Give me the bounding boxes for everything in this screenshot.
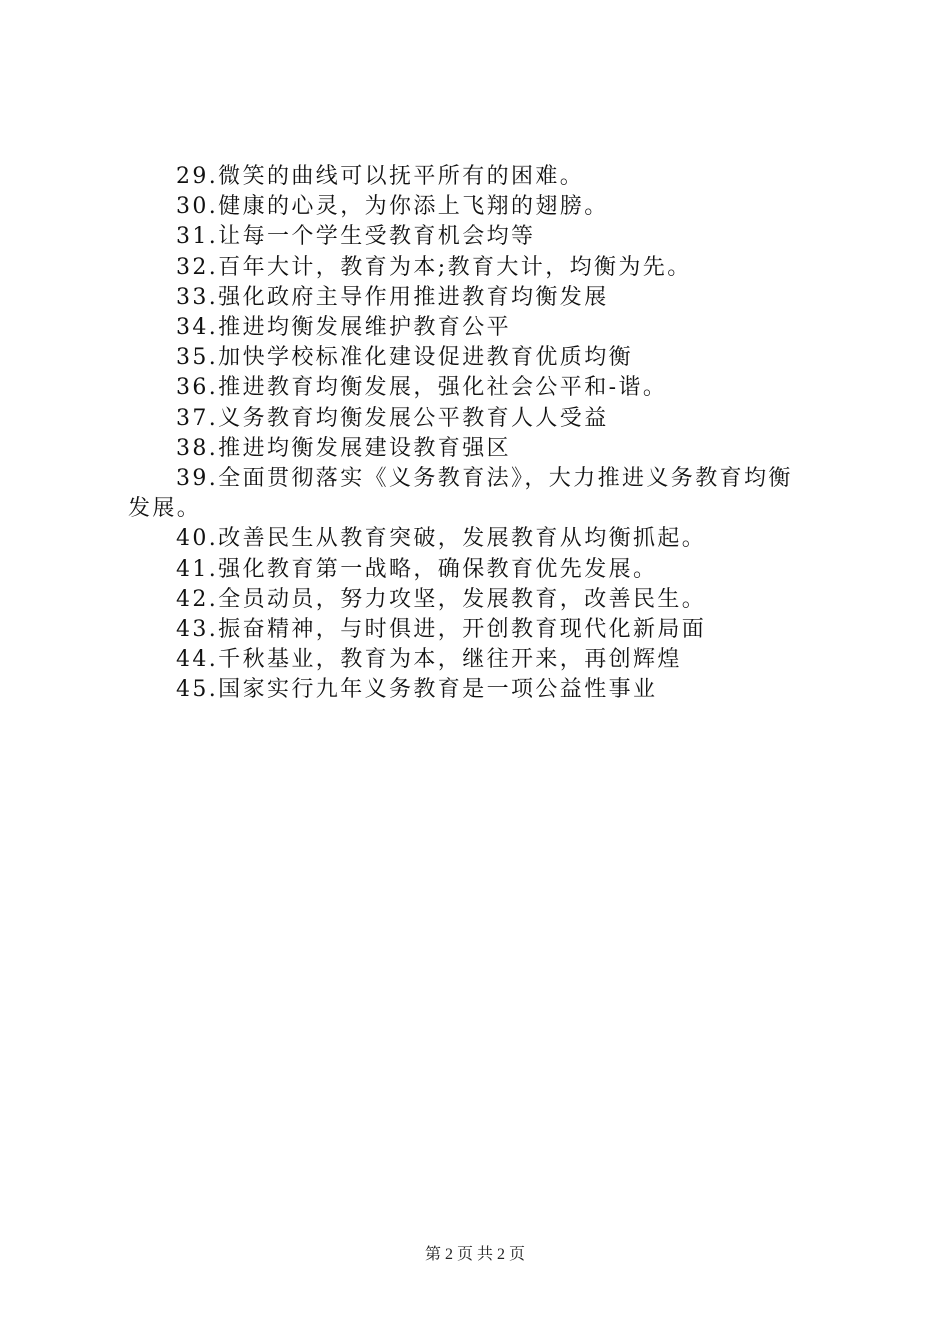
list-item: 32.百年大计，教育为本;教育大计，均衡为先。 bbox=[176, 254, 692, 280]
list-item: 30.健康的心灵，为你添上飞翔的翅膀。 bbox=[176, 194, 609, 220]
list-item-continuation: 发展。 bbox=[128, 496, 202, 522]
list-item: 39.全面贯彻落实《义务教育法》，大力推进义务教育均衡 bbox=[176, 466, 793, 492]
slogan-list bbox=[128, 162, 832, 706]
list-item: 31.让每一个学生受教育机会均等 bbox=[176, 224, 536, 250]
list-item: 33.强化政府主导作用推进教育均衡发展 bbox=[176, 284, 609, 310]
list-item: 29.微笑的曲线可以抚平所有的困难。 bbox=[176, 164, 585, 189]
list-item: 40.改善民生从教育突破，发展教育从均衡抓起。 bbox=[176, 526, 707, 552]
list-item: 43.振奋精神，与时俱进，开创教育现代化新局面 bbox=[176, 617, 707, 643]
list-item: 35.加快学校标准化建设促进教育优质均衡 bbox=[176, 345, 633, 371]
page-footer: 第 2 页 共 2 页 bbox=[424, 1246, 525, 1263]
list-item: 45.国家实行九年义务教育是一项公益性事业 bbox=[176, 677, 658, 703]
list-item: 37.义务教育均衡发展公平教育人人受益 bbox=[176, 405, 609, 431]
list-item: 34.推进均衡发展维护教育公平 bbox=[176, 315, 511, 341]
list-item: 36.推进教育均衡发展，强化社会公平和-谐。 bbox=[176, 375, 668, 401]
list-item: 44.千秋基业，教育为本，继往开来，再创辉煌 bbox=[176, 647, 682, 673]
list-item: 41.强化教育第一战略，确保教育优先发展。 bbox=[176, 556, 658, 582]
list-item: 38.推进均衡发展建设教育强区 bbox=[176, 435, 511, 461]
list-item: 42.全员动员，努力攻坚，发展教育，改善民生。 bbox=[176, 586, 707, 612]
